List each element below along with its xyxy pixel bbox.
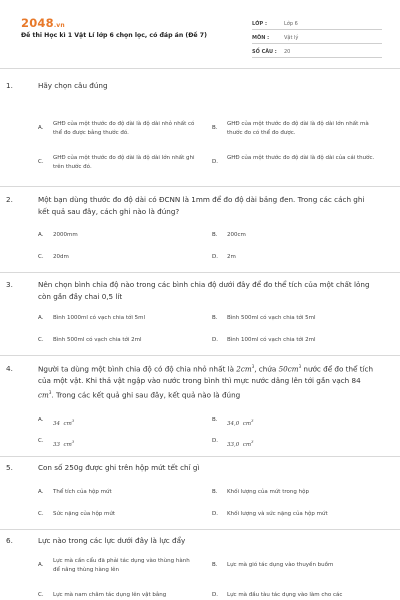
option-exponent: 3 xyxy=(71,418,75,423)
question-text: Con số 250g được ghi trên hộp mứt tết chỉ gì xyxy=(38,463,200,472)
header-divider xyxy=(0,68,400,69)
document-header xyxy=(0,0,400,64)
option-5b[interactable] xyxy=(212,488,382,497)
meta-value: 20 xyxy=(284,49,291,55)
option-text: 2m xyxy=(227,254,236,260)
option-letter: D. xyxy=(212,337,218,343)
option-text: Lực mà đầu tàu tác dụng vào làm cho các xyxy=(227,592,343,598)
meta-key: MÔN : xyxy=(252,35,270,41)
question-3 xyxy=(6,279,377,303)
option-letter: A. xyxy=(38,562,44,568)
question-1 xyxy=(6,80,377,92)
option-text xyxy=(38,416,208,429)
option-value: 34 xyxy=(53,420,60,427)
question-text: Một bạn dùng thước đo độ dài có ĐCNN là 1mm để đo độ dài bảng đen. Trong các cách ghi kết quả sau đây, cách ghi nào là đúng? xyxy=(38,195,365,216)
question-text-part: . Trong các kết quả ghi sau đây, kết quả nào là đúng xyxy=(51,390,241,400)
option-6a[interactable] xyxy=(38,557,198,575)
option-exponent: 3 xyxy=(71,439,75,444)
question-text-part: Người ta dùng một bình chia độ có độ chia nhỏ nhất là xyxy=(38,364,237,374)
question-number: 3. xyxy=(6,280,13,289)
option-letter: C. xyxy=(38,337,44,343)
option-letter: B. xyxy=(212,417,218,423)
question-text-part: nước để đo thể tích của một vật. Khi thả vật ngập vào nước trong bình thì mực nước dâng lên tới gần vạch 84 xyxy=(38,364,374,386)
option-value: 34,0 xyxy=(227,420,240,427)
option-text: 2000mm xyxy=(53,232,78,238)
option-text: GHĐ của một thước đo độ dài là độ dài lớn nhất mà thước đo có thể đo được. xyxy=(227,121,369,136)
option-letter: B. xyxy=(212,232,218,238)
math-unit: 2cm xyxy=(236,364,252,374)
option-4c[interactable] xyxy=(38,437,208,450)
option-letter: B. xyxy=(212,315,218,321)
option-1b[interactable] xyxy=(212,120,382,138)
option-5c[interactable] xyxy=(38,510,208,519)
question-number: 5. xyxy=(6,463,13,472)
option-exponent: 3 xyxy=(251,439,254,444)
option-text xyxy=(212,437,382,450)
question-4 xyxy=(6,361,377,402)
option-text: 20dm xyxy=(53,254,69,260)
option-text: GHĐ của một thước đo độ dài là độ dài của cái thước. xyxy=(227,155,375,161)
option-letter: C. xyxy=(38,592,44,598)
option-2a[interactable] xyxy=(38,231,198,240)
meta-key: LỚP : xyxy=(252,21,267,27)
option-text: Lực mà gió tác dụng vào thuyền buồm xyxy=(227,562,334,568)
option-6b[interactable] xyxy=(212,561,382,570)
option-1d[interactable] xyxy=(212,154,382,163)
math-unit: cm xyxy=(38,390,49,400)
question-divider xyxy=(0,529,400,530)
option-3b[interactable] xyxy=(212,314,382,323)
option-2b[interactable] xyxy=(212,231,382,240)
option-unit: cm xyxy=(63,420,72,427)
option-letter: C. xyxy=(38,438,44,444)
option-4d[interactable] xyxy=(212,437,382,450)
option-4a[interactable] xyxy=(38,416,208,429)
option-text: Bình 500ml có vạch chia tới 5ml xyxy=(227,315,316,321)
option-letter: B. xyxy=(212,489,218,495)
option-1a[interactable] xyxy=(38,120,198,138)
option-letter: C. xyxy=(38,511,44,517)
question-5 xyxy=(6,462,377,474)
option-3a[interactable] xyxy=(38,314,208,323)
question-6 xyxy=(6,535,377,547)
question-divider xyxy=(0,456,400,457)
option-1c[interactable] xyxy=(38,154,198,172)
option-letter: C. xyxy=(38,254,44,260)
question-divider xyxy=(0,186,400,187)
option-text: Lực mà cần cẩu đã phải tác dụng vào thùng hành để nâng thùng hàng lên xyxy=(53,558,190,573)
option-letter: A. xyxy=(38,232,44,238)
option-2c[interactable] xyxy=(38,253,198,262)
option-letter: B. xyxy=(212,562,218,568)
meta-key: SỐ CÂU : xyxy=(252,49,277,55)
question-number: 6. xyxy=(6,536,13,545)
option-text xyxy=(212,416,382,429)
logo-tld: .vn xyxy=(53,22,65,29)
option-3c[interactable] xyxy=(38,336,208,345)
question-number: 4. xyxy=(6,364,13,374)
option-letter: A. xyxy=(38,315,44,321)
meta-row-subject xyxy=(252,30,382,44)
option-unit: cm xyxy=(242,441,252,448)
option-letter: A. xyxy=(38,489,44,495)
option-text: Khối lượng của mứt trong hộp xyxy=(227,489,309,495)
option-letter: B. xyxy=(212,125,218,131)
option-exponent: 3 xyxy=(251,418,254,423)
option-2d[interactable] xyxy=(212,253,382,262)
math-unit: 50cm xyxy=(278,364,299,374)
site-logo[interactable] xyxy=(21,16,65,30)
math-exponent: 3 xyxy=(251,364,255,369)
question-text-part: , chứa xyxy=(254,364,279,374)
option-text: Thể tích của hộp mứt xyxy=(53,489,112,495)
document-title: Đề thi Học kì 1 Vật Lí lớp 6 chọn lọc, có đáp án (Đề 7) xyxy=(21,32,207,39)
option-letter: A. xyxy=(38,125,44,131)
meta-row-count xyxy=(252,44,382,58)
question-2 xyxy=(6,194,377,218)
option-letter: C. xyxy=(38,159,44,165)
question-text: Hãy chọn câu đúng xyxy=(38,81,108,90)
option-text: GHĐ của một thước đo độ dài là độ dài lớn nhất ghi trên thước đó. xyxy=(53,155,195,170)
option-6d[interactable] xyxy=(212,591,382,600)
option-letter: D. xyxy=(212,159,218,165)
option-value: 33 xyxy=(53,441,60,448)
meta-row-class xyxy=(252,16,382,30)
option-text: Bình 500ml có vạch chia tới 2ml xyxy=(53,337,142,343)
option-text: Sức nặng của hộp mứt xyxy=(53,511,116,517)
question-text: Nên chọn bình chia độ nào trong các bình chia độ dưới đây để đo thể tích của một chất lỏng còn gần đầy chai 0,5 lít xyxy=(38,280,370,301)
option-unit: cm xyxy=(242,420,252,427)
math-exponent: 3 xyxy=(298,364,302,369)
meta-table xyxy=(252,16,382,58)
option-5d[interactable] xyxy=(212,510,382,519)
option-text: Lực mà nam châm tác dụng lên vật bằng xyxy=(53,592,167,598)
option-text xyxy=(38,437,208,450)
option-text: 200cm xyxy=(227,232,246,238)
math-exponent: 3 xyxy=(48,390,52,396)
meta-value: Lớp 6 xyxy=(284,21,298,27)
option-letter: D. xyxy=(212,438,218,444)
question-divider xyxy=(0,355,400,356)
option-letter: D. xyxy=(212,592,218,598)
option-4b[interactable] xyxy=(212,416,382,429)
option-letter: A. xyxy=(38,417,44,423)
option-3d[interactable] xyxy=(212,336,382,345)
option-value: 33,0 xyxy=(227,441,240,448)
question-number: 1. xyxy=(6,81,13,90)
question-text: Lực nào trong các lực dưới đây là lực đẩy xyxy=(38,536,186,545)
meta-value: Vật lý xyxy=(284,35,299,41)
option-text: Bình 1000ml có vạch chia tới 5ml xyxy=(53,315,146,321)
option-text: Bình 100ml có vạch chia tới 2ml xyxy=(227,337,316,343)
logo-text: 2048 xyxy=(21,16,54,30)
option-text: Khối lượng và sức nặng của hộp mứt xyxy=(227,511,328,517)
option-unit: cm xyxy=(63,441,72,448)
question-divider xyxy=(0,272,400,273)
option-letter: D. xyxy=(212,254,218,260)
option-text: GHĐ của một thước đo độ dài là độ dài nhỏ nhất có thể đo được bằng thước đó. xyxy=(53,121,195,136)
question-number: 2. xyxy=(6,195,13,204)
option-letter: D. xyxy=(212,511,218,517)
option-5a[interactable] xyxy=(38,488,208,497)
option-6c[interactable] xyxy=(38,591,208,600)
